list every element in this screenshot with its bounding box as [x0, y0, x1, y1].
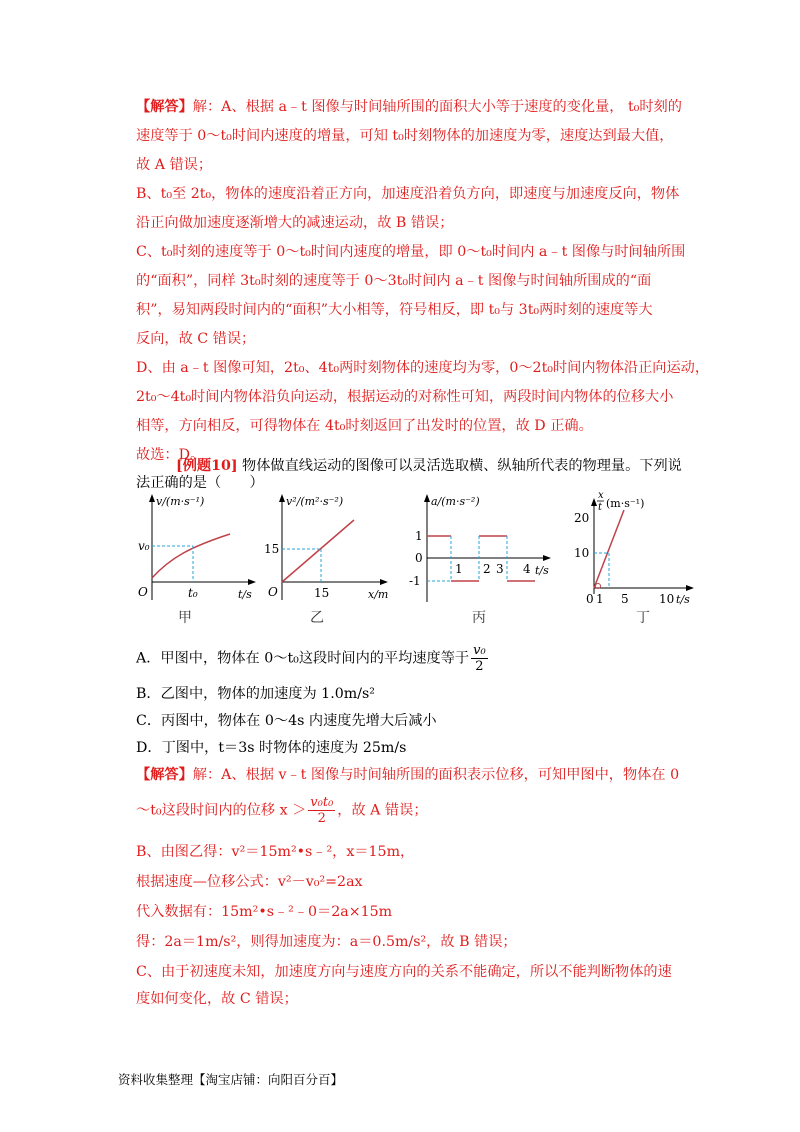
answer-line: 【解答】解：A、根据 v﹣t 图像与时间轴所围的面积表示位移，可知甲图中，物体在 0	[136, 767, 680, 783]
answer-line: 根据速度—位移公式：v²－v₀²=2ax	[136, 874, 363, 890]
option-a: A．甲图中，物体在 0～t₀这段时间内的平均速度等于 $\frac{\text{v₀}}{2}$	[136, 643, 486, 674]
answer-line: 速度等于 0～t₀时间内速度的增量，可知 t₀时刻物体的加速度为零，速度达到最大值，	[136, 128, 674, 144]
answer-line: C、t₀时刻的速度等于 0～t₀时间内速度的增量，即 0～t₀时间内 a﹣t 图像与时间轴所围	[136, 244, 686, 260]
option-b: B．乙图中，物体的加速度为 1.0m/s²	[136, 686, 375, 702]
y-label: v/(m·s⁻¹)	[156, 495, 205, 508]
answer-tag: 【解答】	[136, 767, 193, 783]
y-label: v²/(m²·s⁻²)	[286, 495, 344, 508]
y-tick: -1	[409, 574, 421, 588]
x-arrow	[686, 585, 694, 591]
x-tick: 15	[314, 586, 330, 600]
answer-line: 积”，易知两段时间内的“面积”大小相等，符号相反，即 t₀与 3t₀两时刻的速度等大	[136, 302, 653, 318]
answer-line: B、由图乙得：v²＝15m²•s﹣²，x＝15m，	[136, 844, 415, 860]
answer-tag: 【解答】	[136, 99, 193, 115]
answer-line: 相等，方向相反，可得物体在 4t₀时刻返回了出发时的位置，故 D 正确。	[136, 418, 593, 434]
caption-bing: 丙	[472, 610, 486, 626]
curve	[152, 534, 230, 578]
fraction: $\frac{\text{v₀}}{2}$	[473, 643, 486, 674]
x-arrow	[380, 579, 388, 585]
footer: 资料收集整理【淘宝店铺：向阳百分百】	[118, 1072, 344, 1087]
y-arrow	[424, 494, 430, 502]
answer-line: D、由 a﹣t 图像可知，2t₀、4t₀两时刻物体的速度均为零，0～2t₀时间内物体沿正向运动，	[136, 360, 710, 376]
y-frac-num: x	[598, 490, 604, 501]
y-arrow	[591, 498, 597, 506]
fraction: $\frac{\text{v₀t₀}}{2}$	[310, 795, 334, 826]
answer-line: C、由于初速度未知，加速度方向与速度方向的关系不能确定，所以不能判断物体的速	[136, 964, 672, 980]
answer-line: 故 A 错误；	[136, 157, 213, 173]
x-tick: t₀	[188, 586, 198, 600]
answer-line: 2t₀～4t₀时间内物体沿负向运动，根据运动的对称性可知，两段时间内物体的位移大小	[136, 389, 674, 405]
y-label: (m·s⁻¹)	[606, 497, 645, 510]
answer-line: ～t₀这段时间内的位移 x ＞ $\frac{\text{v₀t₀}}{2}$ ，故 A 错误；	[136, 795, 428, 826]
origin: O	[268, 585, 278, 599]
origin: O	[138, 585, 148, 599]
option-c: C．丙图中，物体在 0～4s 内速度先增大后减小	[136, 713, 437, 729]
answer-line: 代入数据有：15m²•s﹣²﹣0＝2a×15m	[136, 904, 393, 920]
x-tick: 5	[621, 592, 629, 606]
x-tick: 0	[586, 592, 594, 606]
y-tick: 10	[574, 546, 590, 560]
y-label: a/(m·s⁻²)	[431, 495, 480, 508]
x-arrow	[248, 579, 256, 585]
y-arrow	[279, 494, 285, 502]
y-frac-den: t	[598, 502, 603, 513]
x-tick: 1	[596, 592, 604, 606]
option-d: D．丁图中，t＝3s 时物体的速度为 25m/s	[136, 740, 407, 756]
answer-line: 度如何变化，故 C 错误；	[136, 991, 298, 1007]
example-title: [例题10] 物体做直线运动的图像可以灵活选取横、纵轴所代表的物理量。下列说	[176, 458, 682, 474]
caption-ding: 丁	[636, 610, 650, 626]
y-tick: v₀	[138, 539, 150, 553]
x-tick: 4	[523, 562, 531, 576]
y-tick: 20	[574, 511, 590, 525]
x-label: t/s	[238, 588, 252, 601]
line	[282, 520, 354, 582]
x-tick: 3	[496, 562, 504, 576]
x-label: t/s	[676, 593, 690, 606]
caption-jia: 甲	[178, 610, 192, 626]
answer-line: 故选：D。	[136, 447, 205, 463]
y-tick: 15	[264, 542, 280, 556]
caption-yi: 乙	[310, 610, 324, 626]
answer-line: B、t₀至 2t₀，物体的速度沿着正方向，加速度沿着负方向，即速度与加速度反向，物体	[136, 186, 680, 202]
x-label: t/s	[535, 564, 549, 577]
answer-line: 的“面积”，同样 3t₀时刻的速度等于 0～3t₀时间内 a﹣t 图像与时间轴所围成的“面	[136, 273, 652, 289]
y-arrow	[149, 494, 155, 502]
figure-jia	[130, 490, 270, 610]
x-tick: 2	[483, 562, 491, 576]
example-line: 法正确的是（ ）	[136, 475, 264, 491]
figure-yi	[264, 490, 404, 610]
answer-line: 沿正向做加速度逐渐增大的减速运动，故 B 错误；	[136, 215, 454, 231]
answer-line: 【解答】解：A、根据 a﹣t 图像与时间轴所围的面积大小等于速度的变化量， t₀时刻的	[136, 99, 682, 115]
example-tag: [例题10]	[176, 458, 238, 474]
y-tick: 1	[415, 529, 423, 543]
x-arrow	[543, 555, 551, 561]
x-label: x/m	[368, 588, 389, 601]
line	[594, 510, 624, 588]
y-tick: 0	[415, 551, 423, 565]
figure-bing	[395, 490, 565, 610]
x-tick: 10	[659, 592, 675, 606]
figure-ding	[562, 490, 702, 610]
answer-line: 反向，故 C 错误；	[136, 331, 256, 347]
answer-line: 得：2a＝1m/s²，则得加速度为：a＝0.5m/s²，故 B 错误；	[136, 934, 517, 950]
x-tick: 1	[455, 562, 463, 576]
